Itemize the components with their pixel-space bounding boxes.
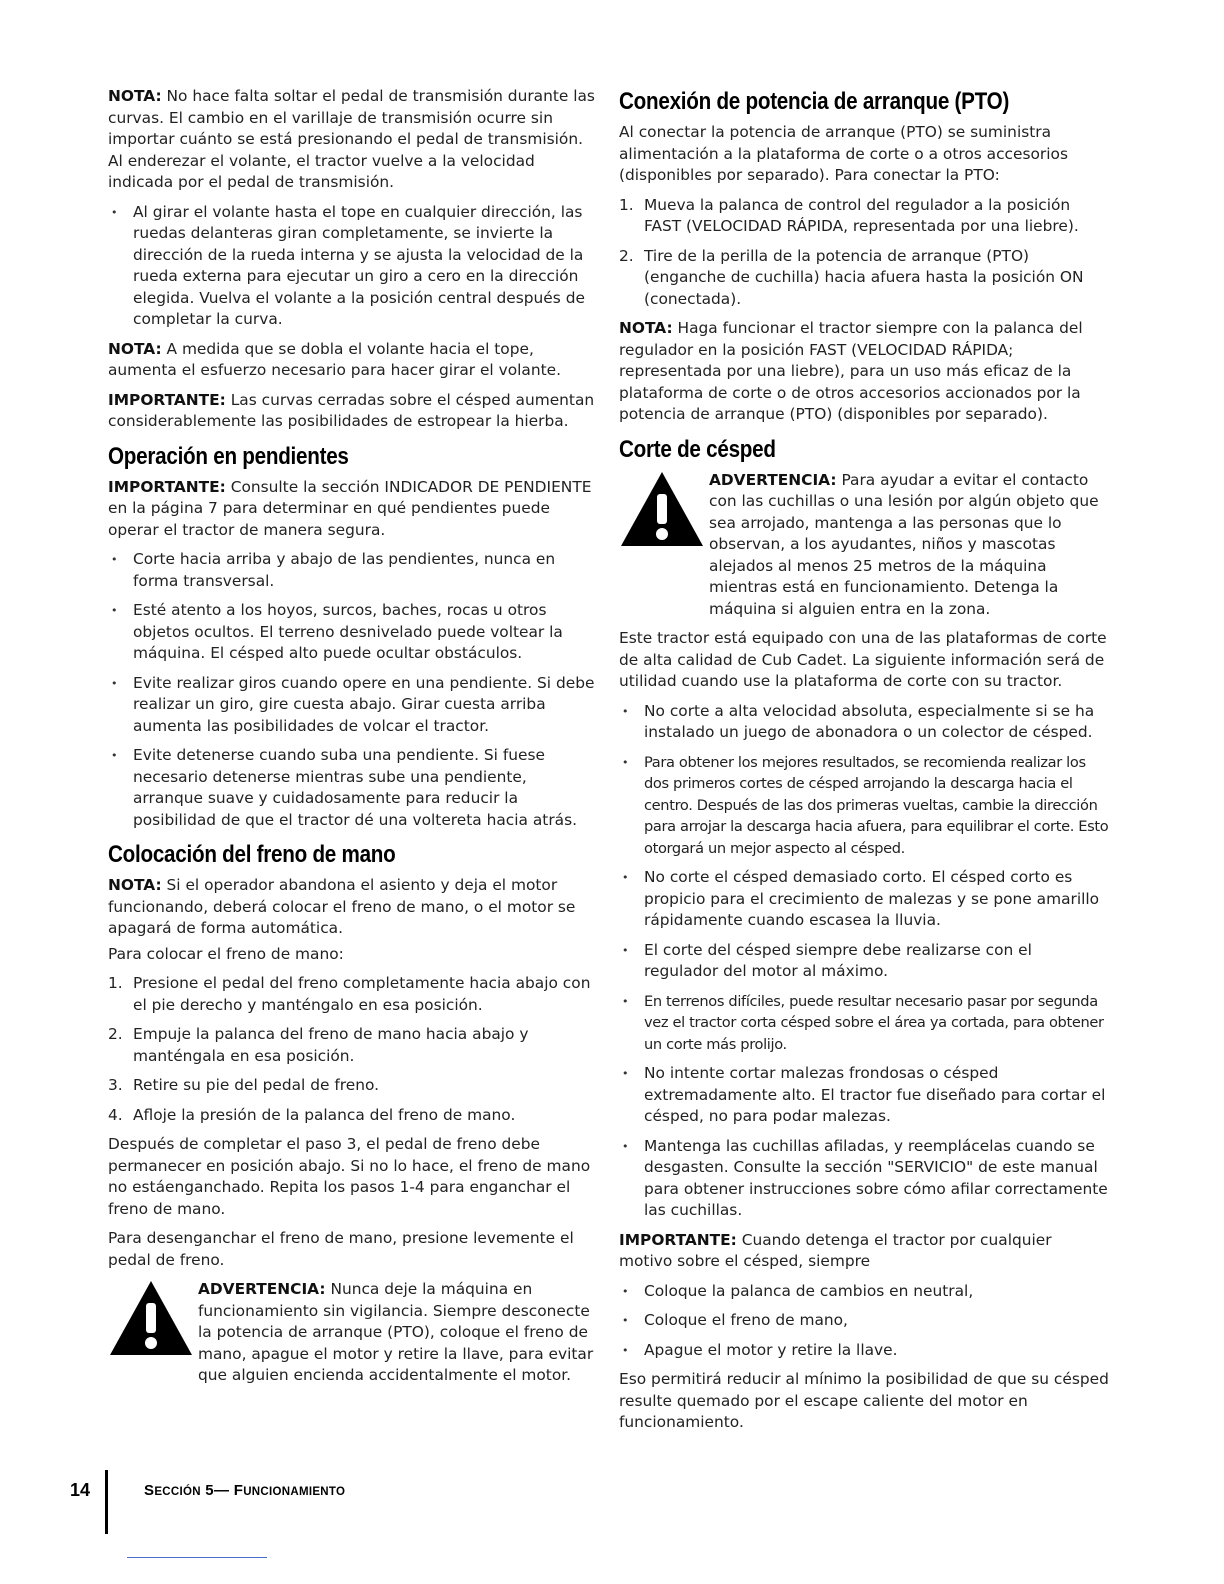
list-item: • En terrenos difíciles, puede resultar necesario pasar por segunda vez el tractor corta césped sobre el área ya cortada, para obtener un corte más prolijo. — [619, 991, 1109, 1056]
warning-text — [198, 1279, 596, 1387]
right-column — [619, 86, 1109, 1442]
list-item — [108, 973, 596, 1016]
heading-pto: Conexión de potencia de arranque (PTO) — [619, 88, 1010, 115]
warning-icon — [108, 1279, 194, 1357]
list-item: • No corte a alta velocidad absoluta, especialmente si se ha instalado un juego de abonadora o un colector de césped. — [619, 701, 1109, 744]
list-item: • No intente cortar malezas frondosas o césped extremadamente alto. El tractor fue diseñado para cortar el césped, no para podar malezas. — [619, 1063, 1109, 1128]
section-initial: S — [144, 1482, 155, 1499]
note-text: A medida que se dobla el volante hacia el tope, aumenta el esfuerzo necesario para hacer girar el volante. — [108, 339, 561, 379]
important-text: Las curvas cerradas sobre el césped aumentan considerablemente las posibilidades de estropear la hierba. — [108, 390, 595, 430]
step-number: 3. — [108, 1076, 123, 1094]
brake-intro: Para colocar el freno de mano: — [108, 944, 344, 963]
list-item: • Evite realizar giros cuando opere en una pendiente. Si debe realizar un giro, gire cuesta abajo. Girar cuesta arriba aumenta las posibilidades de volcar el tractor. — [108, 673, 596, 738]
page-footer — [70, 1470, 570, 1540]
list-item: • Para obtener los mejores resultados, se recomienda realizar los dos primeros cortes de césped arrojando la descarga hacia el centro. Después de las dos primeras vueltas, cambie la dirección para arrojar la descarga hacia afuera, para equilibrar el corte. Esto otorgará un mejor aspecto al césped. — [619, 752, 1109, 860]
list-item — [619, 246, 1109, 311]
closing-text: Eso permitirá reducir al mínimo la posibilidad de que su césped resulte quemado por el escape caliente del motor en funcionamiento. — [619, 1370, 1109, 1431]
step-number: 1. — [108, 974, 123, 992]
heading-slopes: Operación en pendientes — [108, 442, 349, 470]
warning-block — [108, 1279, 596, 1387]
warning-block — [619, 470, 1109, 621]
important-label: IMPORTANTE: — [108, 477, 226, 496]
important-curves — [108, 390, 596, 433]
important-stop — [619, 1230, 1109, 1273]
list-item: • Coloque la palanca de cambios en neutral, — [619, 1281, 1109, 1303]
note-text: No hace falta soltar el pedal de transmisión durante las curvas. El cambio en el varillaje de transmisión ocurre sin importar cuánto se está presionando el pedal de transmisión. Al enderezar el volante, el tractor vuelve a la velocidad indicada por el pedal de transmisión. — [108, 87, 595, 191]
list-item — [619, 195, 1109, 238]
step-text: Tire de la perilla de la potencia de arranque (PTO) (enganche de cuchilla) hacia afuera hasta la posición ON (conectada). — [644, 246, 1084, 308]
left-column — [108, 86, 596, 1395]
note-label: NOTA: — [108, 876, 162, 894]
important-label: IMPORTANTE: — [108, 390, 226, 409]
stop-bullets — [619, 1281, 1109, 1362]
section-name: UNCIONAMIENTO — [243, 1486, 346, 1498]
step-text: Presione el pedal del freno completamente hacia abajo con el pie derecho y manténgalo en esa posición. — [133, 974, 591, 1014]
important-label: IMPORTANTE: — [619, 1230, 737, 1249]
footer-rule — [127, 1557, 267, 1558]
note-label: NOTA: — [108, 87, 162, 105]
list-item: • Coloque el freno de mano, — [619, 1310, 1109, 1332]
list-item: • Evite detenerse cuando suba una pendiente. Si fuese necesario detenerse mientras sube una pendiente, arranque suave y cuidadosamente para reducir la posibilidad de que el tractor dé una voltereta hacia atrás. — [108, 745, 596, 831]
after-steps: Después de completar el paso 3, el pedal de freno debe permanecer en posición abajo. Si no lo hace, el freno de mano no estáenganchado. Repita los pasos 1-4 para enganchar el freno de mano. — [108, 1135, 591, 1218]
release-brake: Para desenganchar el freno de mano, presione levemente el pedal de freno. — [108, 1229, 574, 1269]
list-item: • No corte el césped demasiado corto. El césped corto es propicio para el crecimiento de malezas y se pone amarillo rápidamente cuando escasea la lluvia. — [619, 867, 1109, 932]
heading-mowing: Corte de césped — [619, 435, 776, 463]
footer-divider — [105, 1470, 108, 1534]
note-pto — [619, 318, 1109, 426]
note-label: NOTA: — [619, 319, 673, 337]
step-text: Mueva la palanca de control del regulador a la posición FAST (VELOCIDAD RÁPIDA, representada por una liebre). — [644, 195, 1079, 235]
step-text: Retire su pie del pedal de freno. — [133, 1076, 380, 1094]
warning-icon — [619, 470, 705, 548]
step-text: Afloje la presión de la palanca del freno de mano. — [133, 1105, 516, 1124]
important-slopes — [108, 477, 596, 542]
list-item: • Esté atento a los hoyos, surcos, baches, rocas u otros objetos ocultos. El terreno desnivelado puede voltear la máquina. El césped alto puede ocultar obstáculos. — [108, 600, 596, 665]
step-number: 4. — [108, 1105, 123, 1124]
important-text: Cuando detenga el tractor por cualquier motivo sobre el césped, siempre — [619, 1230, 1052, 1270]
list-item: • Al girar el volante hasta el tope en cualquier dirección, las ruedas delanteras giran completamente, se invierte la dirección de la rueda interna y se ajusta la velocidad de la rueda externa para ejecutar un giro a cero en la dirección elegida. Vuelva el volante a la posición central después de completar la curva. — [108, 202, 596, 331]
warning-text — [709, 470, 1109, 621]
step-number: 2. — [108, 1025, 123, 1043]
note-label: NOTA: — [108, 339, 162, 358]
list-item — [108, 1105, 596, 1127]
warning-body: Nunca deje la máquina en funcionamiento sin vigilancia. Siempre desconecte la potencia de arranque (PTO), coloque el freno de mano, apague el motor y retire la llave, para evitar que alguien encienda accidentalmente el motor. — [198, 1280, 594, 1384]
section-number: 5— F — [200, 1482, 244, 1499]
section-title — [144, 1482, 345, 1499]
warning-label: ADVERTENCIA: — [198, 1280, 326, 1298]
important-text: Consulte la sección INDICADOR DE PENDIENTE en la página 7 para determinar en qué pendientes puede operar el tractor de manera segura. — [108, 477, 592, 539]
note-text: Haga funcionar el tractor siempre con la palanca del regulador en la posición FAST (VELOCIDAD RÁPIDA; representada por una liebre), para un uso más eficaz de la plataforma de corte o de otros accesorios accionados por la potencia de arranque (PTO) (disponibles por separado). — [619, 319, 1083, 423]
slope-bullets — [108, 549, 596, 831]
brake-steps — [108, 973, 596, 1126]
pto-steps — [619, 195, 1109, 311]
list-item — [108, 1024, 596, 1067]
list-item — [108, 1075, 596, 1097]
mowing-bullets — [619, 701, 1109, 1222]
warning-label: ADVERTENCIA: — [709, 470, 837, 489]
list-item: • Mantenga las cuchillas afiladas, y reemplácelas cuando se desgasten. Consulte la sección "SERVICIO" de este manual para obtener instrucciones sobre cómo afilar correctamente las cuchillas. — [619, 1136, 1109, 1222]
warning-body: Para ayudar a evitar el contacto con las cuchillas o una lesión por algún objeto que sea arrojado, mantenga a las personas que lo observan, a los ayudantes, niños y mascotas alejados al menos 25 metros de la máquina mientras está en funcionamiento. Detenga la máquina si alguien entra en la zona. — [709, 470, 1099, 618]
page-number: 14 — [70, 1480, 91, 1500]
list-item: • Apague el motor y retire la llave. — [619, 1340, 1109, 1362]
pto-intro: Al conectar la potencia de arranque (PTO) se suministra alimentación a la plataforma de corte o a otros accesorios (disponibles por separado). Para conectar la PTO: — [619, 123, 1068, 184]
note-curves — [108, 86, 596, 194]
mowing-intro: Este tractor está equipado con una de las plataformas de corte de alta calidad de Cub Cadet. La siguiente información será de utilidad cuando use la plataforma de corte con su tractor. — [619, 629, 1107, 690]
note-text: Si el operador abandona el asiento y deja el motor funcionando, deberá colocar el freno de mano, o el motor se apagará de forma automática. — [108, 876, 576, 937]
list-item: • El corte del césped siempre debe realizarse con el regulador del motor al máximo. — [619, 940, 1109, 983]
curve-bullets — [108, 202, 596, 331]
list-item: • Corte hacia arriba y abajo de las pendientes, nunca en forma transversal. — [108, 549, 596, 592]
step-text: Empuje la palanca del freno de mano hacia abajo y manténgala en esa posición. — [133, 1025, 529, 1065]
step-number: 1. — [619, 195, 634, 214]
heading-parking-brake: Colocación del freno de mano — [108, 841, 396, 868]
section-word: ECCIÓN — [154, 1486, 201, 1498]
note-steering — [108, 339, 596, 382]
step-number: 2. — [619, 246, 634, 265]
note-brake — [108, 875, 596, 940]
